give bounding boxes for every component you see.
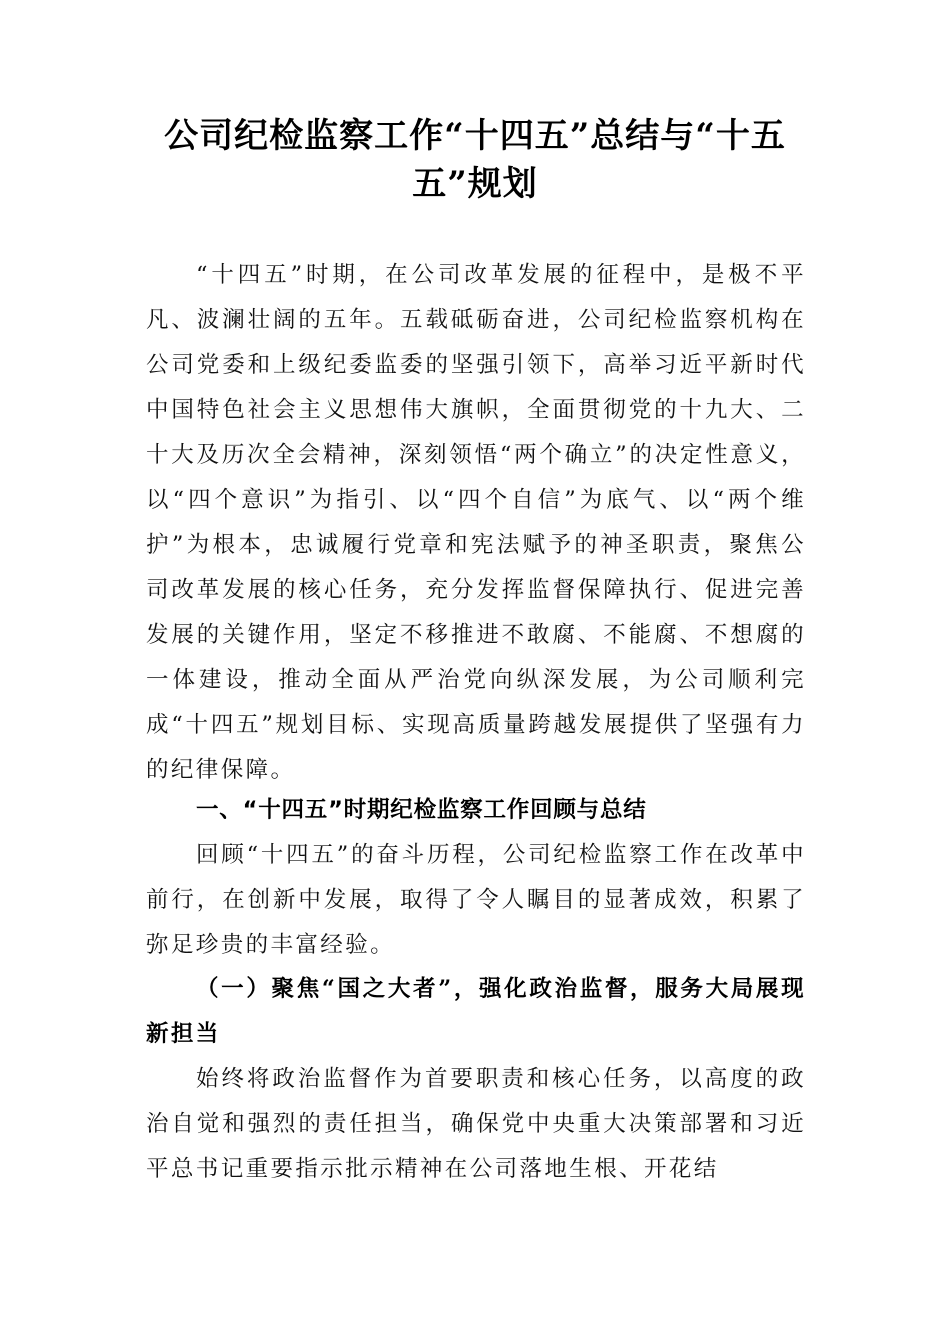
intro-paragraph: “十四五”时期，在公司改革发展的征程中，是极不平凡、波澜壮阔的五年。五载砥砺奋进，公司纪检监察机构在公司党委和上级纪委监委的坚强引领下，高举习近平新时代中国特色社会主义思想伟大旗帜，全面贯彻党的十九大、二十大及历次全会精神，深刻领悟“两个确立”的决定性意义，以“四个意识”为指引、以“四个自信”为底气、以“两个维护”为根本，忠诚履行党章和宪法赋予的神圣职责，聚焦公司改革发展的核心任务，充分发挥监督保障执行、促进完善发展的关键作用，坚定不移推进不敢腐、不能腐、不想腐的一体建设，推动全面从严治党向纵深发展，为公司顺利完成“十四五”规划目标、实现高质量跨越发展提供了坚强有力的纪律保障。 (146, 262, 806, 783)
document-title: 公司纪检监察工作“十四五”总结与“十五五”规划 (164, 116, 786, 204)
political-supervision-paragraph: 始终将政治监督作为首要职责和核心任务，以高度的政治自觉和强烈的责任担当，确保党中央重大决策部署和习近平总书记重要指示批示精神在公司落地生根、开花结 (146, 1066, 806, 1182)
subsection-heading-one: （一）聚焦“国之大者”，强化政治监督，服务大局展现新担当 (146, 976, 806, 1047)
review-paragraph: 回顾“十四五”的奋斗历程，公司纪检监察工作在改革中前行，在创新中发展，取得了令人瞩目的显著成效，积累了弥足珍贵的丰富经验。 (146, 842, 806, 958)
section-heading-one: 一、“十四五”时期纪检监察工作回顾与总结 (196, 797, 647, 823)
